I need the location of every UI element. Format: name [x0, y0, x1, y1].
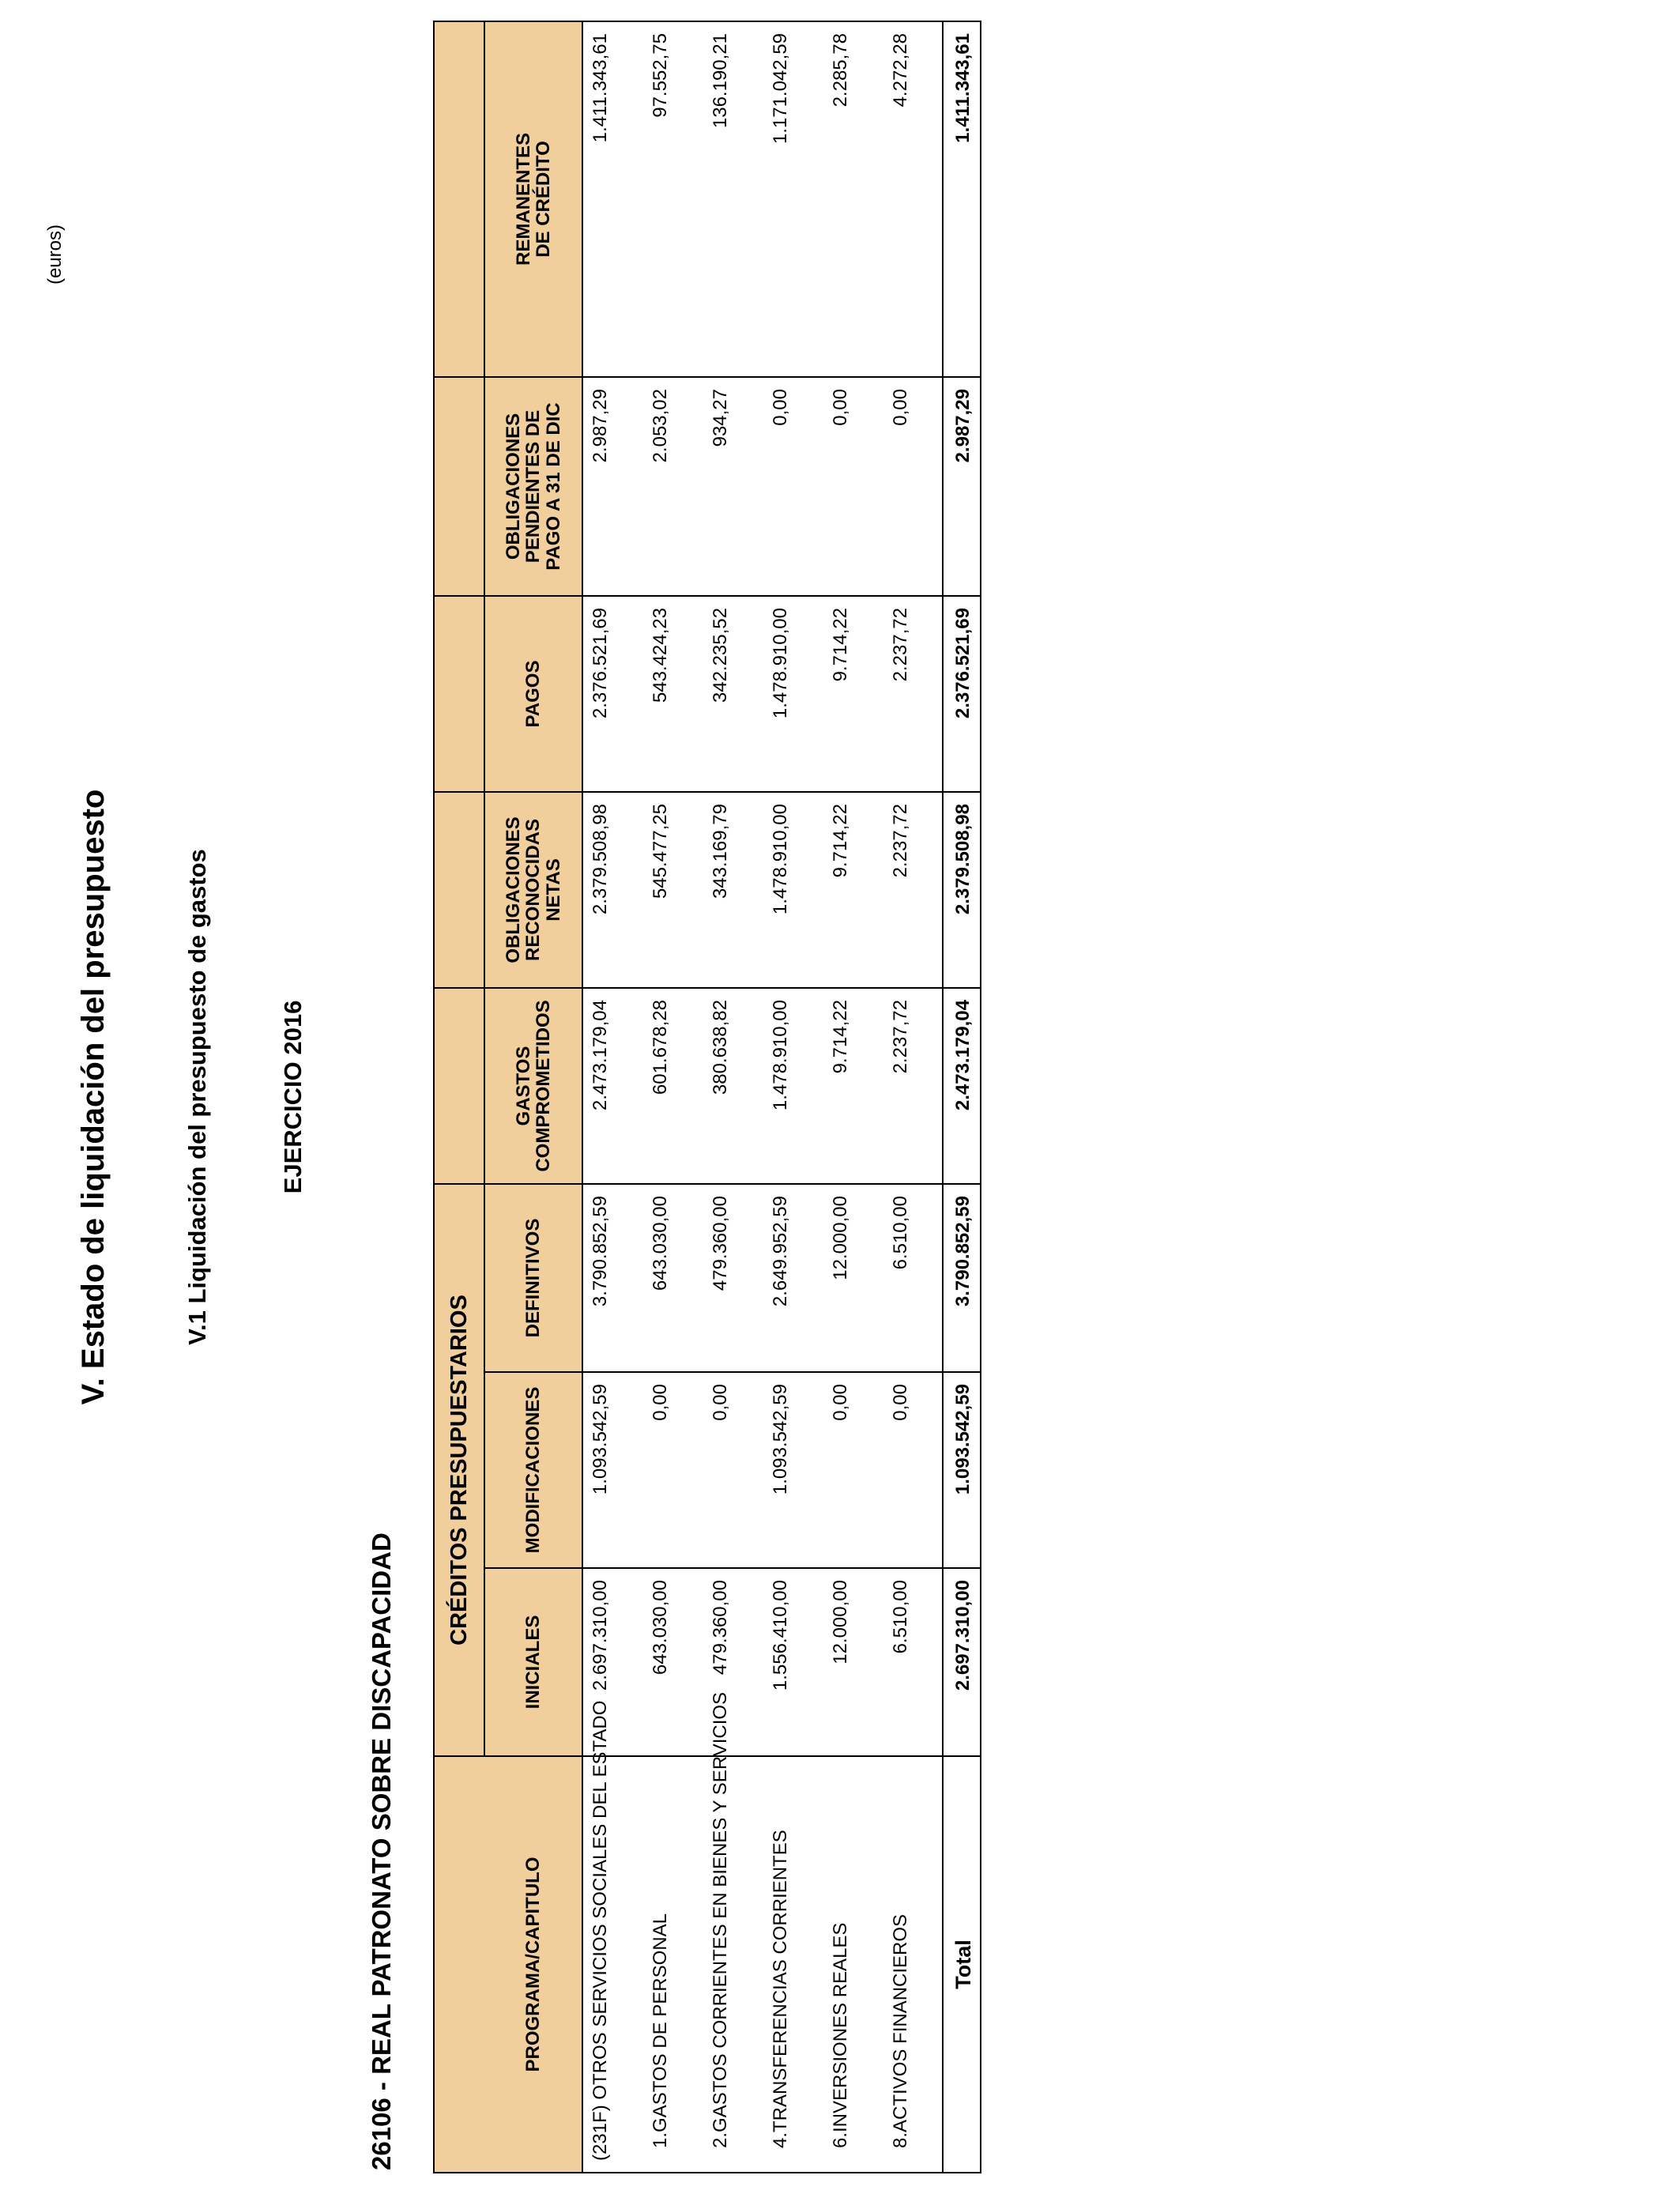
- cell-obligaciones: 9.714,22: [822, 792, 882, 988]
- total-row: [943, 21, 981, 2173]
- total-iniciales: 2.697.310,00: [943, 1568, 981, 1756]
- cell-pagos: 342.235,52: [702, 596, 762, 792]
- cell-pendientes: 2.987,29: [582, 377, 642, 596]
- table-row: [702, 21, 762, 2173]
- cell-modificaciones: 0,00: [642, 1372, 702, 1568]
- cell-definitivos: 12.000,00: [822, 1184, 882, 1372]
- cell-modificaciones: 1.093.542,59: [582, 1372, 642, 1568]
- table-row: [762, 21, 822, 2173]
- entity-name: 26106 - REAL PATRONATO SOBRE DISCAPACIDAD: [367, 1532, 396, 2170]
- cell-iniciales: 12.000,00: [822, 1568, 882, 1756]
- cell-definitivos: 6.510,00: [882, 1184, 943, 1372]
- header-pend-top: [434, 377, 484, 596]
- header-row-columns: [484, 21, 582, 2173]
- cell-gastos: 1.478.910,00: [762, 988, 822, 1184]
- total-modificaciones: 1.093.542,59: [943, 1372, 981, 1568]
- header-modificaciones: [484, 1372, 582, 1568]
- budget-table: [433, 21, 981, 2173]
- header-gastos-top: [434, 988, 484, 1184]
- header-iniciales-label: INICIALES: [522, 1615, 544, 1710]
- cell-pagos: 9.714,22: [822, 596, 882, 792]
- cell-obligaciones: 2.237,72: [882, 792, 943, 988]
- cell-obligaciones: 545.477,25: [642, 792, 702, 988]
- row-label: 1.GASTOS DE PERSONAL: [642, 1756, 702, 2173]
- cell-iniciales: 2.697.310,00: [582, 1568, 642, 1756]
- header-pendientes: [484, 377, 582, 596]
- header-obligaciones: [484, 792, 582, 988]
- cell-pendientes: 2.053,02: [642, 377, 702, 596]
- cell-pendientes: 0,00: [762, 377, 822, 596]
- cell-iniciales: 1.556.410,00: [762, 1568, 822, 1756]
- cell-definitivos: 3.790.852,59: [582, 1184, 642, 1372]
- header-pagos: [484, 596, 582, 792]
- row-label: 4.TRANSFERENCIAS CORRIENTES: [762, 1756, 822, 2173]
- header-rem-top: [434, 21, 484, 377]
- header-pend-line2: PENDIENTES DE: [522, 409, 544, 564]
- header-gastos-line2: COMPROMETIDOS: [533, 1000, 554, 1172]
- report-subtitle: V.1 Liquidación del presupuesto de gastos: [183, 849, 211, 1345]
- header-pagos-label: PAGOS: [522, 660, 544, 728]
- cell-pagos: 1.478.910,00: [762, 596, 822, 792]
- cell-iniciales: 6.510,00: [882, 1568, 943, 1756]
- header-definitivos-label: DEFINITIVOS: [522, 1218, 544, 1338]
- report-title: V. Estado de liquidación del presupuesto: [76, 789, 111, 1405]
- row-label: 6.INVERSIONES REALES: [822, 1756, 882, 2173]
- cell-obligaciones: 343.169,79: [702, 792, 762, 988]
- cell-remanentes: 4.272,28: [882, 21, 943, 377]
- units-label: (euros): [44, 224, 66, 285]
- cell-pendientes: 0,00: [822, 377, 882, 596]
- total-definitivos: 3.790.852,59: [943, 1184, 981, 1372]
- header-program-top: [434, 1756, 484, 2173]
- header-oblig-line1: OBLIGACIONES: [503, 816, 525, 963]
- cell-modificaciones: 0,00: [822, 1372, 882, 1568]
- header-oblig-line2: RECONOCIDAS: [522, 819, 544, 962]
- header-program-label: PROGRAMA/CAPITULO: [522, 1857, 544, 2072]
- header-modificaciones-label: MODIFICACIONES: [522, 1386, 544, 1554]
- cell-remanentes: 1.411.343,61: [582, 21, 642, 377]
- header-definitivos: [484, 1184, 582, 1372]
- header-program: [484, 1756, 582, 2173]
- header-pend-line3: PAGO A 31 DE DIC: [542, 402, 564, 571]
- header-pend-line1: OBLIGACIONES: [503, 413, 525, 560]
- total-label: Total: [943, 1756, 981, 2173]
- cell-iniciales: 643.030,00: [642, 1568, 702, 1756]
- cell-gastos: 601.678,28: [642, 988, 702, 1184]
- exercise-year: EJERCICIO 2016: [279, 1000, 307, 1194]
- cell-pendientes: 0,00: [882, 377, 943, 596]
- table-row: [822, 21, 882, 2173]
- header-iniciales: [484, 1568, 582, 1756]
- cell-iniciales: 479.360,00: [702, 1568, 762, 1756]
- total-gastos: 2.473.179,04: [943, 988, 981, 1184]
- header-rem-line2: DE CRÉDITO: [533, 141, 554, 258]
- header-gastos-line1: GASTOS: [512, 1046, 534, 1126]
- row-label: 2.GASTOS CORRIENTES EN BIENES Y SERVICIOS: [702, 1756, 762, 2173]
- cell-pagos: 2.376.521,69: [582, 596, 642, 792]
- total-remanentes: 1.411.343,61: [943, 21, 981, 377]
- cell-modificaciones: 1.093.542,59: [762, 1372, 822, 1568]
- header-pagos-top: [434, 596, 484, 792]
- cell-modificaciones: 0,00: [882, 1372, 943, 1568]
- cell-remanentes: 2.285,78: [822, 21, 882, 377]
- cell-pagos: 543.424,23: [642, 596, 702, 792]
- cell-modificaciones: 0,00: [702, 1372, 762, 1568]
- cell-pendientes: 934,27: [702, 377, 762, 596]
- cell-gastos: 2.237,72: [882, 988, 943, 1184]
- cell-obligaciones: 2.379.508,98: [582, 792, 642, 988]
- cell-remanentes: 1.171.042,59: [762, 21, 822, 377]
- cell-gastos: 380.638,82: [702, 988, 762, 1184]
- header-oblig-line3: NETAS: [542, 858, 564, 922]
- table-row: [582, 21, 642, 2173]
- header-oblig-top: [434, 792, 484, 988]
- cell-gastos: 2.473.179,04: [582, 988, 642, 1184]
- cell-remanentes: 97.552,75: [642, 21, 702, 377]
- total-pendientes: 2.987,29: [943, 377, 981, 596]
- cell-definitivos: 2.649.952,59: [762, 1184, 822, 1372]
- cell-remanentes: 136.190,21: [702, 21, 762, 377]
- row-label: (231F) OTROS SERVICIOS SOCIALES DEL ESTADO: [582, 1756, 642, 2173]
- header-creditos-group: [434, 1184, 484, 1756]
- row-label: 8.ACTIVOS FINANCIEROS: [882, 1756, 943, 2173]
- cell-pagos: 2.237,72: [882, 596, 943, 792]
- cell-gastos: 9.714,22: [822, 988, 882, 1184]
- header-gastos: [484, 988, 582, 1184]
- header-row-group: [434, 21, 484, 2173]
- table-row: [642, 21, 702, 2173]
- cell-definitivos: 479.360,00: [702, 1184, 762, 1372]
- cell-obligaciones: 1.478.910,00: [762, 792, 822, 988]
- total-obligaciones: 2.379.508,98: [943, 792, 981, 988]
- header-remanentes: [484, 21, 582, 377]
- table-row: [882, 21, 943, 2173]
- total-pagos: 2.376.521,69: [943, 596, 981, 792]
- cell-definitivos: 643.030,00: [642, 1184, 702, 1372]
- creditos-group-label: CRÉDITOS PRESUPUESTARIOS: [446, 1295, 472, 1646]
- header-rem-line1: REMANENTES: [512, 133, 534, 266]
